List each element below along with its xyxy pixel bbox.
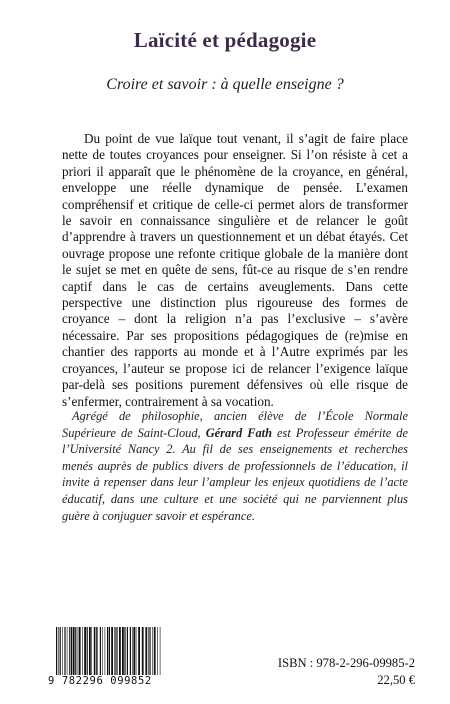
author-bio-intro: Agrégé de philosophie, ancien élève de l’École Normale Supérieure de Saint-Cloud, <box>62 409 408 440</box>
author-bio-rest: est Professeur émérite de l’Université Nancy 2. Au fil de ses enseignements et recherches menés auprès de publics divers de professionnels de l’éducation, il invite à repenser dans leur l’ampleur les enjeux quotidiens de l’acte éducatif, dans une culture et une société qui ne parviennent plus guère à conjuguer savoir et espérance. <box>62 425 408 523</box>
book-title: Laïcité et pédagogie <box>133 28 317 52</box>
isbn-number: ISBN : 978-2-296-09985-2 <box>277 656 415 670</box>
author-name: Gérard Fath <box>205 425 273 440</box>
book-price: 22,50 € <box>377 673 415 687</box>
back-cover-blurb: Du point de vue laïque tout venant, il s’agit de faire place nette de toutes croyances pour enseigner. Si l’on résiste à cet a priori il apparaît que le phénomène de la croyance, en général, enveloppe une réelle dynamique de pensée. L’examen compréhensif et critique de celle-ci permet alors de transformer le savoir en connaissance singulière et de relancer le goût d’apprendre à travers un questionnement et un débat étayés. Cet ouvrage propose une refonte critique globale de la manière dont le sujet se met en quête de sens, fût-ce au risque de s’en rendre captif dans le cas de certains aveuglements. Dans cette perspective une distinction plus rigoureuse des formes de croyance – dont la religion n’a pas l’exclusive – s’avère nécessaire. Par ses propositions pédagogiques de (re)mise en chantier des rapports au monde et à l’Autre exprimés par les croyances, l’auteur se propose ici de relancer l’exigence laïque par-delà ses positions purement défensives où elle risque de s’enfermer, contrairement à sa vocation. <box>62 131 408 409</box>
barcode-image <box>55 627 163 675</box>
author-bio <box>62 408 408 524</box>
book-subtitle: Croire et savoir : à quelle enseigne ? <box>106 76 344 93</box>
barcode-digits: 9 782296 099852 <box>48 675 152 687</box>
